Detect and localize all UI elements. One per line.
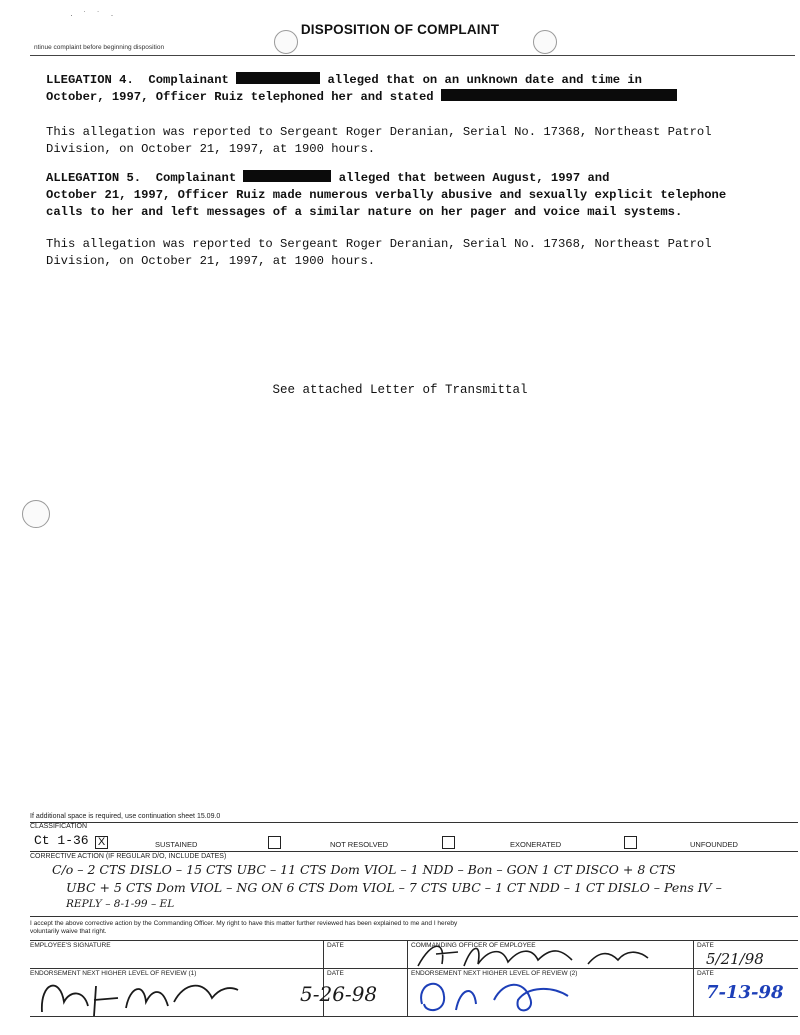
acceptance-statement: I accept the above corrective action by the Commanding Officer. My right to have this matter further reviewed has been explained to me and I hereby voluntarily waive that right.	[30, 920, 458, 935]
not-resolved-label: NOT RESOLVED	[330, 840, 389, 849]
commanding-officer-date-label: DATE	[697, 942, 714, 949]
form-rule	[30, 822, 798, 823]
unfounded-label: UNFOUNDED	[690, 840, 738, 849]
redaction-bar	[441, 89, 677, 101]
endorsement-2-date-label: DATE	[697, 970, 714, 977]
sustained-label: SUSTAINED	[155, 840, 198, 849]
allegation-5-text-c: October 21, 1997, Officer Ruiz made numerous verbally abusive and sexually explicit telephone calls to her and left messages of a similar nature on her pager and voice mail systems.	[46, 188, 727, 219]
endorsement-2-label: ENDORSEMENT NEXT HIGHER LEVEL OF REVIEW (2)	[411, 970, 578, 977]
form-rule	[30, 851, 798, 852]
allegation-4-text-a: Complainant	[133, 73, 237, 87]
allegation-4-heading: LLEGATION 4.	[46, 73, 134, 87]
header-rule	[30, 55, 795, 56]
allegation-4-text-c: October, 1997, Officer Ruiz telephoned her and stated	[46, 90, 441, 104]
form-rule	[30, 916, 798, 917]
allegation-4-report: This allegation was reported to Sergeant Roger Deranian, Serial No. 17368, Northeast Patrol Division, on October 21, 1997, at 1900 hours.	[46, 125, 712, 156]
redaction-bar	[243, 170, 331, 182]
allegation-5-heading: ALLEGATION 5.	[46, 171, 142, 185]
allegation-4	[46, 72, 791, 106]
classification-label: CLASSIFICATION	[30, 823, 88, 830]
commanding-officer-date: 5/21/98	[706, 950, 764, 968]
allegation-5-text-b: alleged that between August, 1997 and	[331, 171, 610, 185]
corrective-action-label: CORRECTIVE ACTION (IF REGULAR D/O, INCLUDE DATES)	[30, 853, 227, 860]
allegation-5-report: This allegation was reported to Sergeant Roger Deranian, Serial No. 17368, Northeast Patrol Division, on October 21, 1997, at 1900 hours.	[46, 237, 712, 268]
field-divider	[407, 968, 408, 1016]
field-divider	[323, 940, 324, 968]
unfounded-checkbox[interactable]	[624, 836, 637, 849]
endorsement-2-signature	[412, 970, 592, 1020]
corrective-action-line: REPLY – 8-1-99 – EL	[66, 898, 175, 910]
endorsement-2-date: 7-13-98	[706, 982, 784, 1003]
allegation-5	[46, 170, 791, 221]
continue-note: ntinue complaint before beginning disposition	[34, 44, 165, 51]
endorsement-1-date: 5-26-98	[300, 982, 378, 1006]
additional-space-note: If additional space is required, use continuation sheet 15.09.0	[30, 813, 221, 820]
sustained-checkbox[interactable]: X	[95, 836, 108, 849]
employee-signature-label: EMPLOYEE'S SIGNATURE	[30, 942, 111, 949]
form-title: DISPOSITION OF COMPLAINT	[300, 22, 500, 37]
exonerated-checkbox[interactable]	[442, 836, 455, 849]
employee-date-label: DATE	[327, 942, 344, 949]
not-resolved-checkbox[interactable]	[268, 836, 281, 849]
allegation-4-text-b: alleged that on an unknown date and time in	[320, 73, 642, 87]
transmittal-note: See attached Letter of Transmittal	[272, 383, 528, 397]
redaction-bar	[236, 72, 320, 84]
field-divider	[693, 968, 694, 1016]
endorsement-1-date-label: DATE	[327, 970, 344, 977]
commanding-officer-label: COMMANDING OFFICER OF EMPLOYEE	[411, 942, 536, 949]
stray-marks: · ˙ ˙ ·	[70, 10, 118, 20]
field-divider	[693, 940, 694, 968]
punch-hole-left	[22, 500, 50, 528]
allegation-5-text-a: Complainant	[141, 171, 244, 185]
endorsement-1-signature	[34, 972, 244, 1020]
endorsement-1-label: ENDORSEMENT NEXT HIGHER LEVEL OF REVIEW (1)	[30, 970, 197, 977]
field-divider	[407, 940, 408, 968]
classification-value: Ct 1-36	[34, 833, 89, 848]
exonerated-label: EXONERATED	[510, 840, 562, 849]
corrective-action-line: C/o – 2 CTS DISLO – 15 CTS UBC – 11 CTS Dom VIOL – 1 NDD – Bon – GON 1 CT DISCO + 8 CTS	[52, 862, 676, 877]
corrective-action-line: UBC + 5 CTS Dom VIOL – NG ON 6 CTS Dom VIOL – 7 CTS UBC – 1 CT NDD – 1 CT DISLO – Pens IV –	[66, 880, 722, 895]
